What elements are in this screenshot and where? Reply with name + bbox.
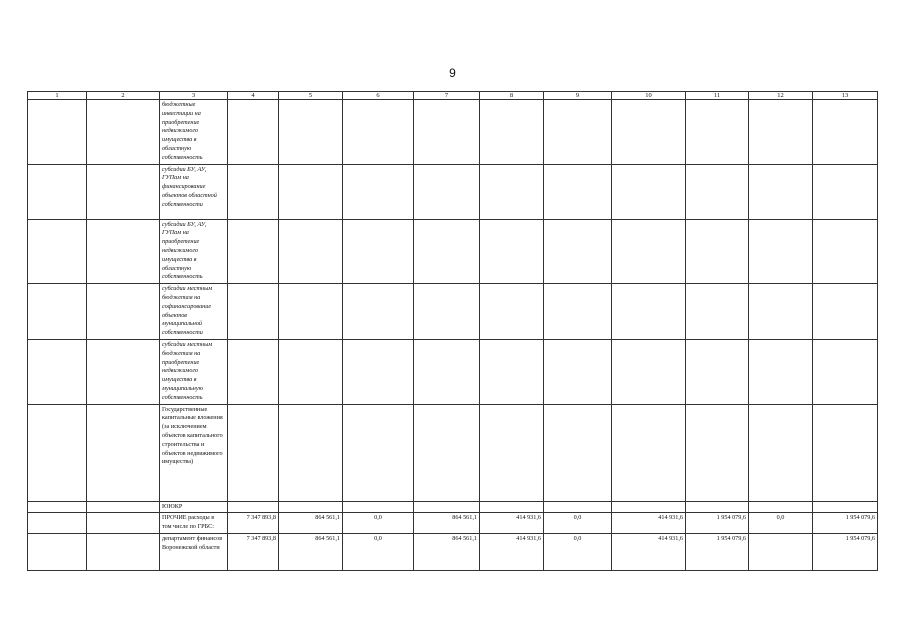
- value-cell: [813, 164, 878, 219]
- column-header: 12: [749, 92, 813, 100]
- value-cell: 1 954 079,6: [686, 533, 749, 570]
- value-cell: [480, 219, 544, 284]
- value-cell: [544, 100, 612, 165]
- column-header: 2: [87, 92, 160, 100]
- value-cell: [544, 404, 612, 501]
- value-cell: [612, 404, 686, 501]
- table-row: [28, 533, 878, 570]
- value-cell: [612, 284, 686, 340]
- value-cell: [480, 164, 544, 219]
- column-header: 1: [28, 92, 87, 100]
- value-cell: [414, 164, 480, 219]
- budget-table: [27, 91, 878, 571]
- cell-col-1: [28, 339, 87, 404]
- value-cell: 864 561,1: [414, 533, 480, 570]
- value-cell: [343, 339, 414, 404]
- value-cell: [228, 219, 279, 284]
- value-cell: 864 561,1: [279, 513, 343, 534]
- cell-col-1: [28, 501, 87, 513]
- cell-col-2: [87, 100, 160, 165]
- value-cell: [228, 284, 279, 340]
- value-cell: [544, 339, 612, 404]
- table-row: [28, 100, 878, 165]
- value-cell: [480, 284, 544, 340]
- table-row: [28, 501, 878, 513]
- value-cell: 0,0: [343, 533, 414, 570]
- value-cell: [414, 219, 480, 284]
- value-cell: [749, 100, 813, 165]
- value-cell: [228, 404, 279, 501]
- cell-col-1: [28, 284, 87, 340]
- table-row: [28, 219, 878, 284]
- cell-col-1: [28, 533, 87, 570]
- value-cell: [686, 164, 749, 219]
- value-cell: 414 931,6: [480, 533, 544, 570]
- value-cell: [813, 339, 878, 404]
- row-label: субсидии местным бюджетам на софинансирование объектов муниципальной собственности: [160, 284, 228, 340]
- cell-col-1: [28, 513, 87, 534]
- column-header: 10: [612, 92, 686, 100]
- value-cell: [749, 339, 813, 404]
- row-label: субсидии БУ, АУ, ГУПам на приобретение недвижимого имущества в областную собственность: [160, 219, 228, 284]
- value-cell: [343, 100, 414, 165]
- value-cell: [686, 219, 749, 284]
- value-cell: 0,0: [343, 513, 414, 534]
- value-cell: [279, 501, 343, 513]
- value-cell: [414, 404, 480, 501]
- value-cell: [749, 501, 813, 513]
- value-cell: [749, 284, 813, 340]
- value-cell: 414 931,6: [612, 513, 686, 534]
- value-cell: [343, 219, 414, 284]
- table-row: [28, 339, 878, 404]
- value-cell: [749, 219, 813, 284]
- column-header: 3: [160, 92, 228, 100]
- column-header: 13: [813, 92, 878, 100]
- value-cell: [686, 339, 749, 404]
- value-cell: [686, 404, 749, 501]
- value-cell: [228, 164, 279, 219]
- row-label: департамент финансов Воронежской области: [160, 533, 228, 570]
- value-cell: 1 954 079,6: [686, 513, 749, 534]
- row-label: субсидии местным бюджетам на приобретение недвижимого имущества в муниципальную собственность: [160, 339, 228, 404]
- value-cell: [414, 501, 480, 513]
- value-cell: 864 561,1: [414, 513, 480, 534]
- value-cell: [480, 501, 544, 513]
- value-cell: 1 954 079,6: [813, 513, 878, 534]
- value-cell: [544, 284, 612, 340]
- cell-col-2: [87, 501, 160, 513]
- row-label: ПРОЧИЕ расходы в том числе по ГРБС:: [160, 513, 228, 534]
- cell-col-1: [28, 404, 87, 501]
- value-cell: 7 347 893,8: [228, 513, 279, 534]
- cell-col-2: [87, 219, 160, 284]
- value-cell: [279, 404, 343, 501]
- column-header: 8: [480, 92, 544, 100]
- value-cell: [414, 284, 480, 340]
- value-cell: 0,0: [544, 533, 612, 570]
- cell-col-2: [87, 164, 160, 219]
- table-row: [28, 513, 878, 534]
- value-cell: 0,0: [749, 513, 813, 534]
- value-cell: [544, 219, 612, 284]
- column-header: 7: [414, 92, 480, 100]
- table-row: [28, 284, 878, 340]
- value-cell: [480, 339, 544, 404]
- value-cell: 7 347 893,8: [228, 533, 279, 570]
- value-cell: [612, 100, 686, 165]
- cell-col-2: [87, 284, 160, 340]
- value-cell: [813, 100, 878, 165]
- row-label: ЮЮКР: [160, 501, 228, 513]
- cell-col-1: [28, 100, 87, 165]
- value-cell: [612, 501, 686, 513]
- value-cell: [279, 339, 343, 404]
- value-cell: [343, 164, 414, 219]
- value-cell: [228, 100, 279, 165]
- cell-col-2: [87, 533, 160, 570]
- value-cell: [612, 164, 686, 219]
- value-cell: [228, 339, 279, 404]
- column-header: 5: [279, 92, 343, 100]
- value-cell: [686, 100, 749, 165]
- cell-col-2: [87, 404, 160, 501]
- value-cell: [544, 164, 612, 219]
- cell-col-1: [28, 219, 87, 284]
- value-cell: 0,0: [544, 513, 612, 534]
- value-cell: [686, 501, 749, 513]
- value-cell: [749, 533, 813, 570]
- value-cell: [544, 501, 612, 513]
- column-header: 11: [686, 92, 749, 100]
- value-cell: [612, 339, 686, 404]
- page-number: 9: [449, 66, 456, 80]
- value-cell: [813, 501, 878, 513]
- column-header: 6: [343, 92, 414, 100]
- value-cell: [414, 339, 480, 404]
- value-cell: [343, 404, 414, 501]
- column-header: 4: [228, 92, 279, 100]
- row-label: Государственные капитальные вложения (за исключением объектов капитального строительства и объектов недвижимого имущества): [160, 404, 228, 501]
- row-label: субсидии БУ, АУ, ГУПам на финансирование объектов областной собственности: [160, 164, 228, 219]
- value-cell: [279, 164, 343, 219]
- value-cell: [343, 501, 414, 513]
- table-row: [28, 164, 878, 219]
- value-cell: [343, 284, 414, 340]
- value-cell: [813, 284, 878, 340]
- value-cell: [480, 404, 544, 501]
- value-cell: [414, 100, 480, 165]
- value-cell: 414 931,6: [612, 533, 686, 570]
- column-number-row: [28, 92, 878, 100]
- value-cell: [279, 100, 343, 165]
- cell-col-1: [28, 164, 87, 219]
- value-cell: [686, 284, 749, 340]
- value-cell: [279, 284, 343, 340]
- cell-col-2: [87, 339, 160, 404]
- column-header: 9: [544, 92, 612, 100]
- value-cell: [480, 100, 544, 165]
- value-cell: 864 561,1: [279, 533, 343, 570]
- value-cell: 414 931,6: [480, 513, 544, 534]
- table-row: [28, 404, 878, 501]
- value-cell: [813, 219, 878, 284]
- value-cell: [749, 164, 813, 219]
- value-cell: [279, 219, 343, 284]
- cell-col-2: [87, 513, 160, 534]
- value-cell: [813, 404, 878, 501]
- value-cell: [749, 404, 813, 501]
- row-label: бюджетные инвестиции на приобретение недвижимого имущества в областную собственность: [160, 100, 228, 165]
- value-cell: 1 954 079,6: [813, 533, 878, 570]
- value-cell: [228, 501, 279, 513]
- value-cell: [612, 219, 686, 284]
